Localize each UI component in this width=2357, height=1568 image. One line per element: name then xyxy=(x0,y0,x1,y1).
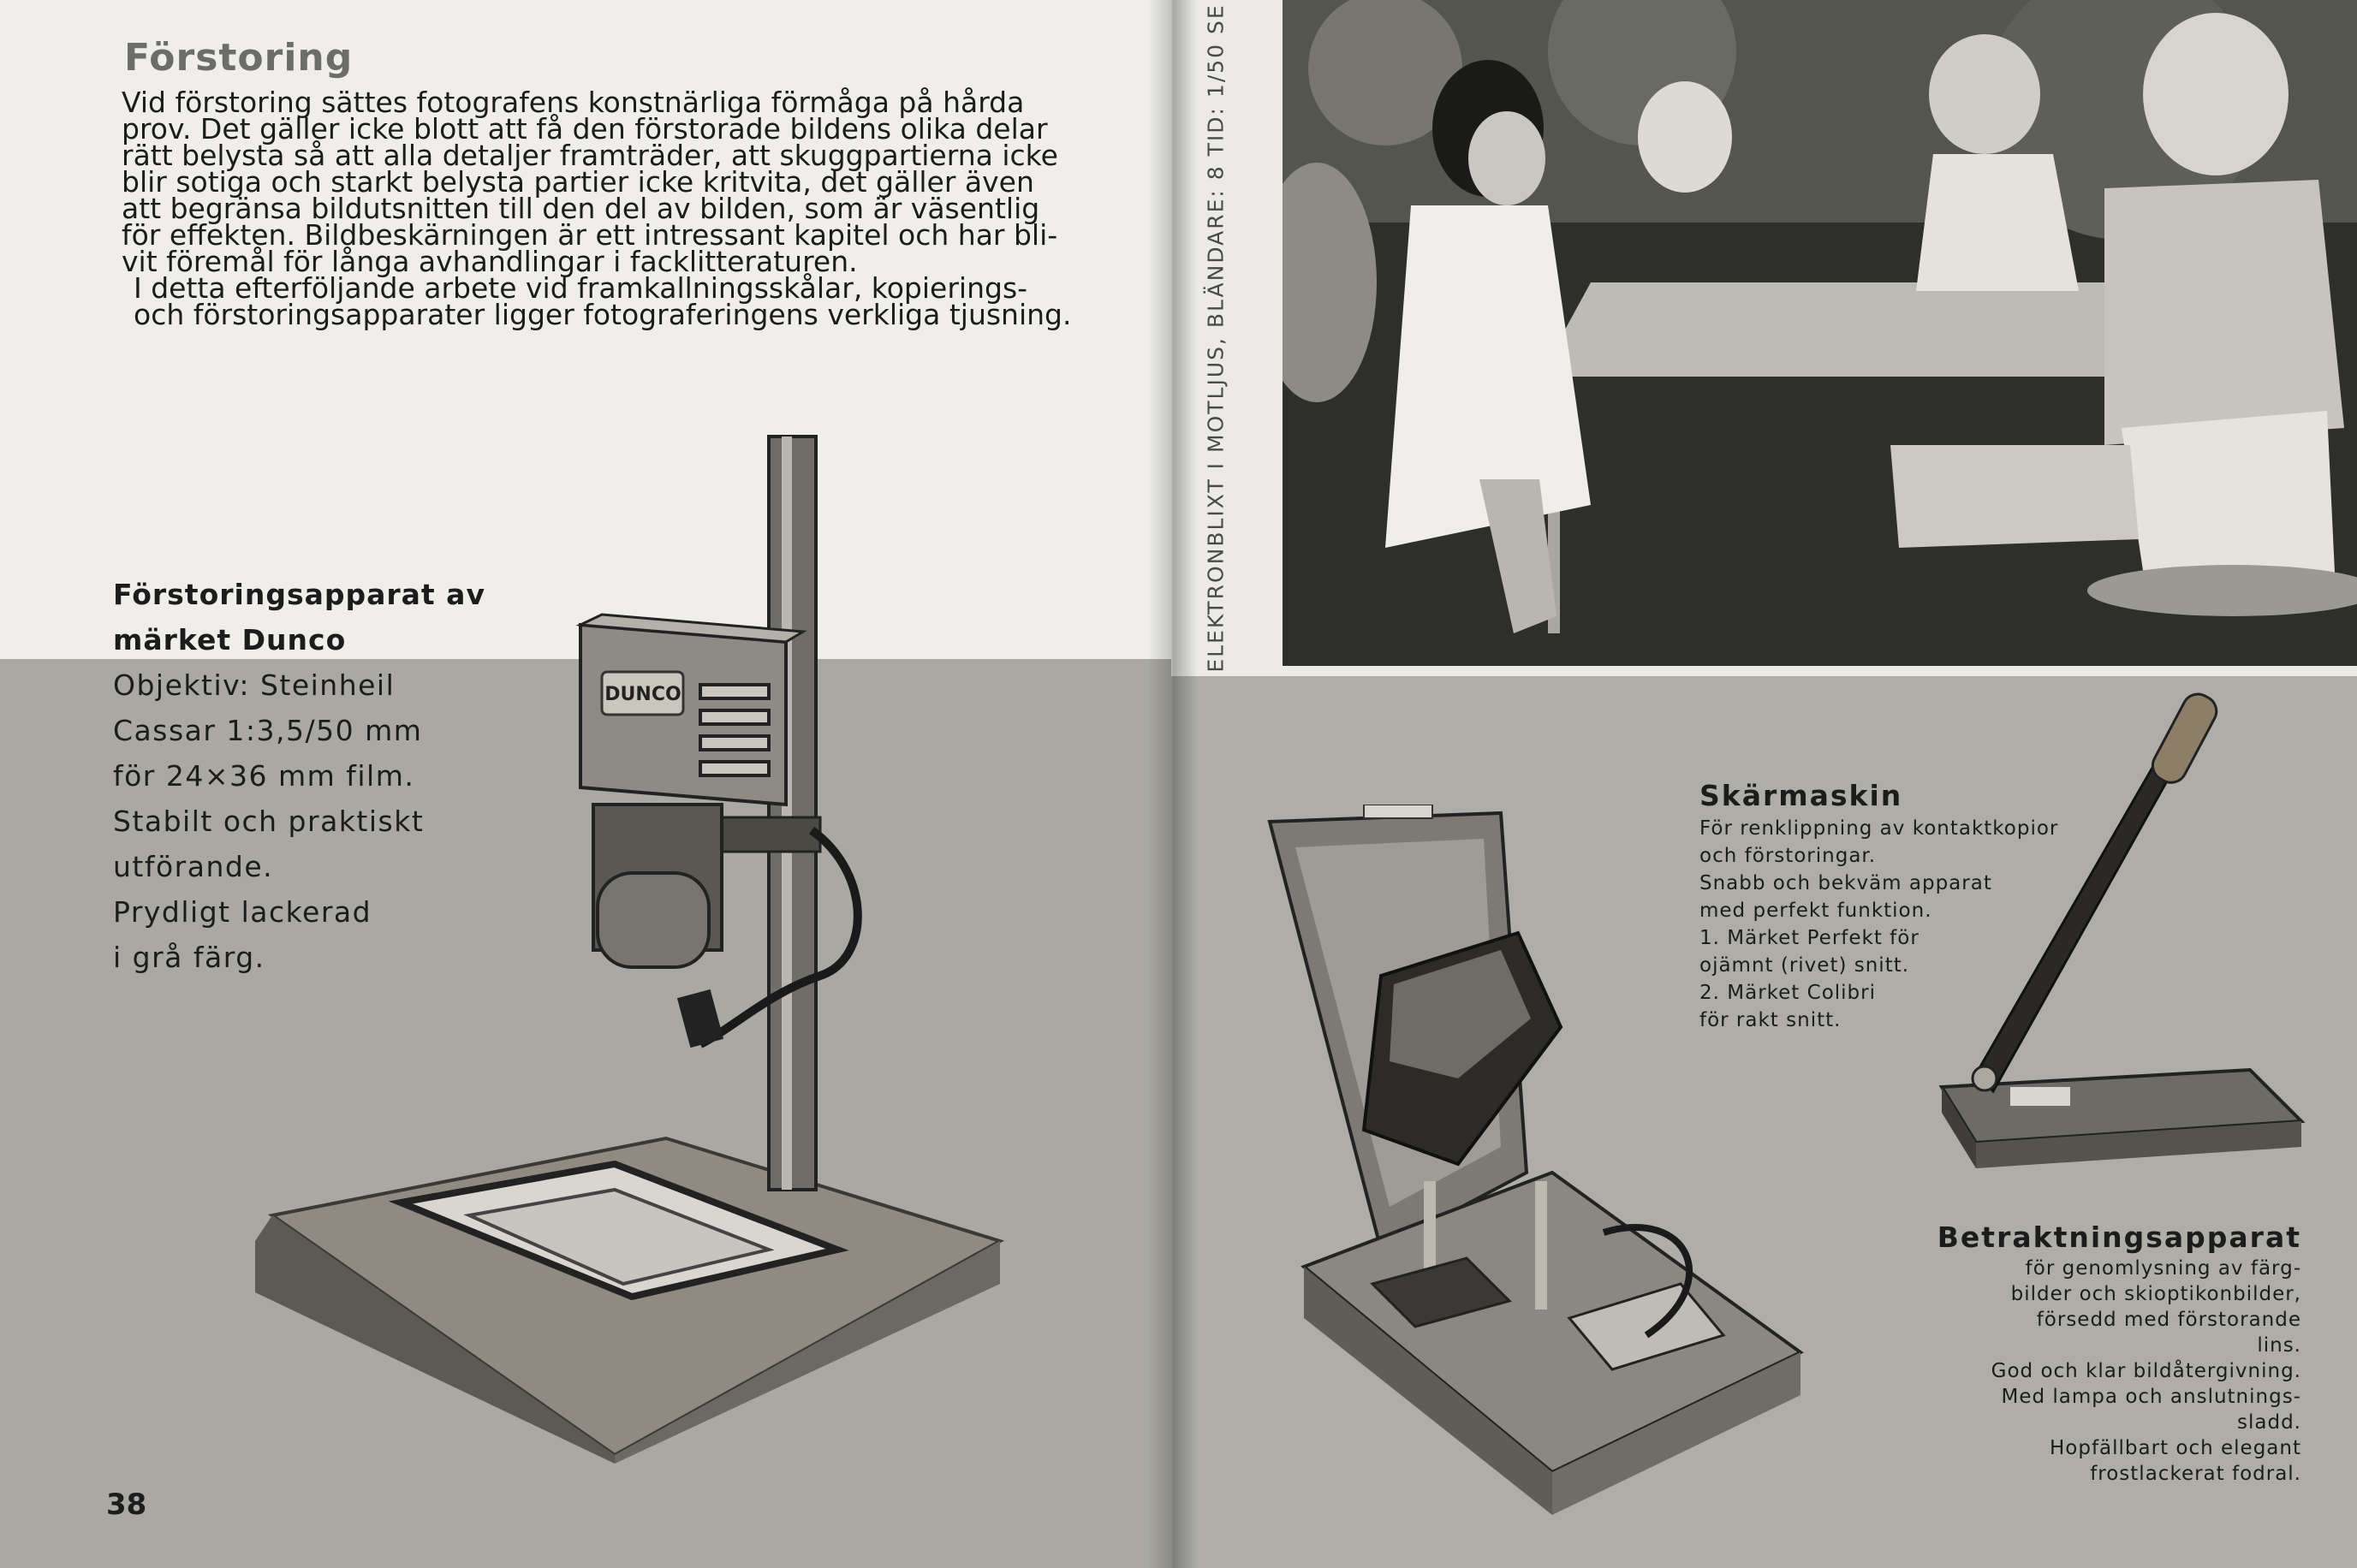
children-picnic-photo xyxy=(1283,0,2357,666)
viewer-caption-line: Hopfällbart och elegant xyxy=(2049,1437,2301,1459)
viewer-caption-line: lins. xyxy=(2257,1334,2301,1357)
intro-line: Vid förstoring sättes fotografens konstnärliga förmåga på hårda xyxy=(122,86,1025,119)
viewer-caption xyxy=(1848,1220,2301,1487)
viewer-caption-line: sladd. xyxy=(2237,1411,2301,1434)
enlarger-caption-line: för 24×36 mm film. xyxy=(113,759,415,793)
intro-text xyxy=(122,86,1080,331)
intro-paragraph-1 xyxy=(122,86,1080,278)
intro-line: I detta efterföljande arbete vid framkallningsskålar, kopierings- xyxy=(134,271,1028,305)
viewer-caption-line: frostlackerat fodral. xyxy=(2090,1463,2301,1485)
viewer-caption-line: God och klar bildåtergivning. xyxy=(1991,1360,2301,1382)
enlarger-brand-label: DUNCO xyxy=(604,684,682,705)
enlarger-caption-line: Cassar 1:3,5/50 mm xyxy=(113,714,423,747)
enlarger-caption-line: Objektiv: Steinheil xyxy=(113,668,396,702)
photo-credit-text: ELEKTRONBLIXT I MOTLJUS, BLÄNDARE: 8 TID: 1/50 SE xyxy=(1203,3,1229,673)
section-heading: Förstoring xyxy=(124,36,354,80)
viewer-caption-line: Med lampa och anslutnings- xyxy=(2001,1386,2301,1408)
viewer-caption-title: Betraktningsapparat xyxy=(1937,1221,2301,1254)
intro-line: och förstoringsapparater ligger fotograferingens verkliga tjusning. xyxy=(134,298,1072,331)
intro-line: vit föremål för långa avhandlingar i facklitteraturen. xyxy=(122,245,858,278)
cutter-caption-line: 2. Märket Colibri xyxy=(1699,982,1876,1004)
cutter-caption-title: Skärmaskin xyxy=(1699,779,1903,812)
viewer-caption-line: försedd med förstorande xyxy=(2036,1309,2301,1331)
right-page xyxy=(1171,0,2357,1568)
enlarger-caption-title: märket Dunco xyxy=(113,623,347,656)
intro-line: för effekten. Bildbeskärningen är ett intressant kapitel och har bli- xyxy=(122,218,1058,252)
intro-line: att begränsa bildutsnitten till den del av bilden, som är väsentlig xyxy=(122,192,1040,225)
paper-cutter-illustration xyxy=(1873,676,2318,1215)
cutter-caption-line: För renklippning av kontaktkopior xyxy=(1699,817,2059,840)
enlarger-caption-line: Stabilt och praktiskt xyxy=(113,805,425,838)
viewer-caption-line: för genomlysning av färg- xyxy=(2025,1257,2301,1280)
intro-line: blir sotiga och starkt belysta partier icke kritvita, det gäller även xyxy=(122,165,1034,199)
cutter-caption-line: och förstoringar. xyxy=(1699,845,1877,867)
slide-viewer-illustration xyxy=(1244,805,1860,1515)
intro-paragraph-2 xyxy=(122,271,1080,331)
cutter-caption-line: för rakt snitt. xyxy=(1699,1009,1842,1031)
intro-line: rätt belysta så att alla detaljer framträder, att skuggpartierna icke xyxy=(122,139,1058,172)
intro-line: prov. Det gäller icke blott att få den förstorade bildens olika delar xyxy=(122,112,1048,146)
book-gutter xyxy=(1147,0,1197,1568)
cutter-caption-line: 1. Märket Perfekt för xyxy=(1699,927,1920,949)
enlarger-caption-line: i grå färg. xyxy=(113,941,265,974)
page-number: 38 xyxy=(106,1488,147,1522)
left-page xyxy=(0,0,1171,1568)
enlarger-caption-line: utförande. xyxy=(113,850,274,883)
enlarger-illustration xyxy=(221,428,1026,1464)
cutter-caption-line: med perfekt funktion. xyxy=(1699,900,1932,922)
cutter-caption-line: ojämnt (rivet) snitt. xyxy=(1699,954,1910,977)
enlarger-caption-title: Förstoringsapparat av xyxy=(113,578,485,611)
cutter-caption-line: Snabb och bekväm apparat xyxy=(1699,872,1992,894)
viewer-caption-line: bilder och skioptikonbilder, xyxy=(2010,1283,2301,1305)
enlarger-caption-line: Prydligt lackerad xyxy=(113,895,372,929)
